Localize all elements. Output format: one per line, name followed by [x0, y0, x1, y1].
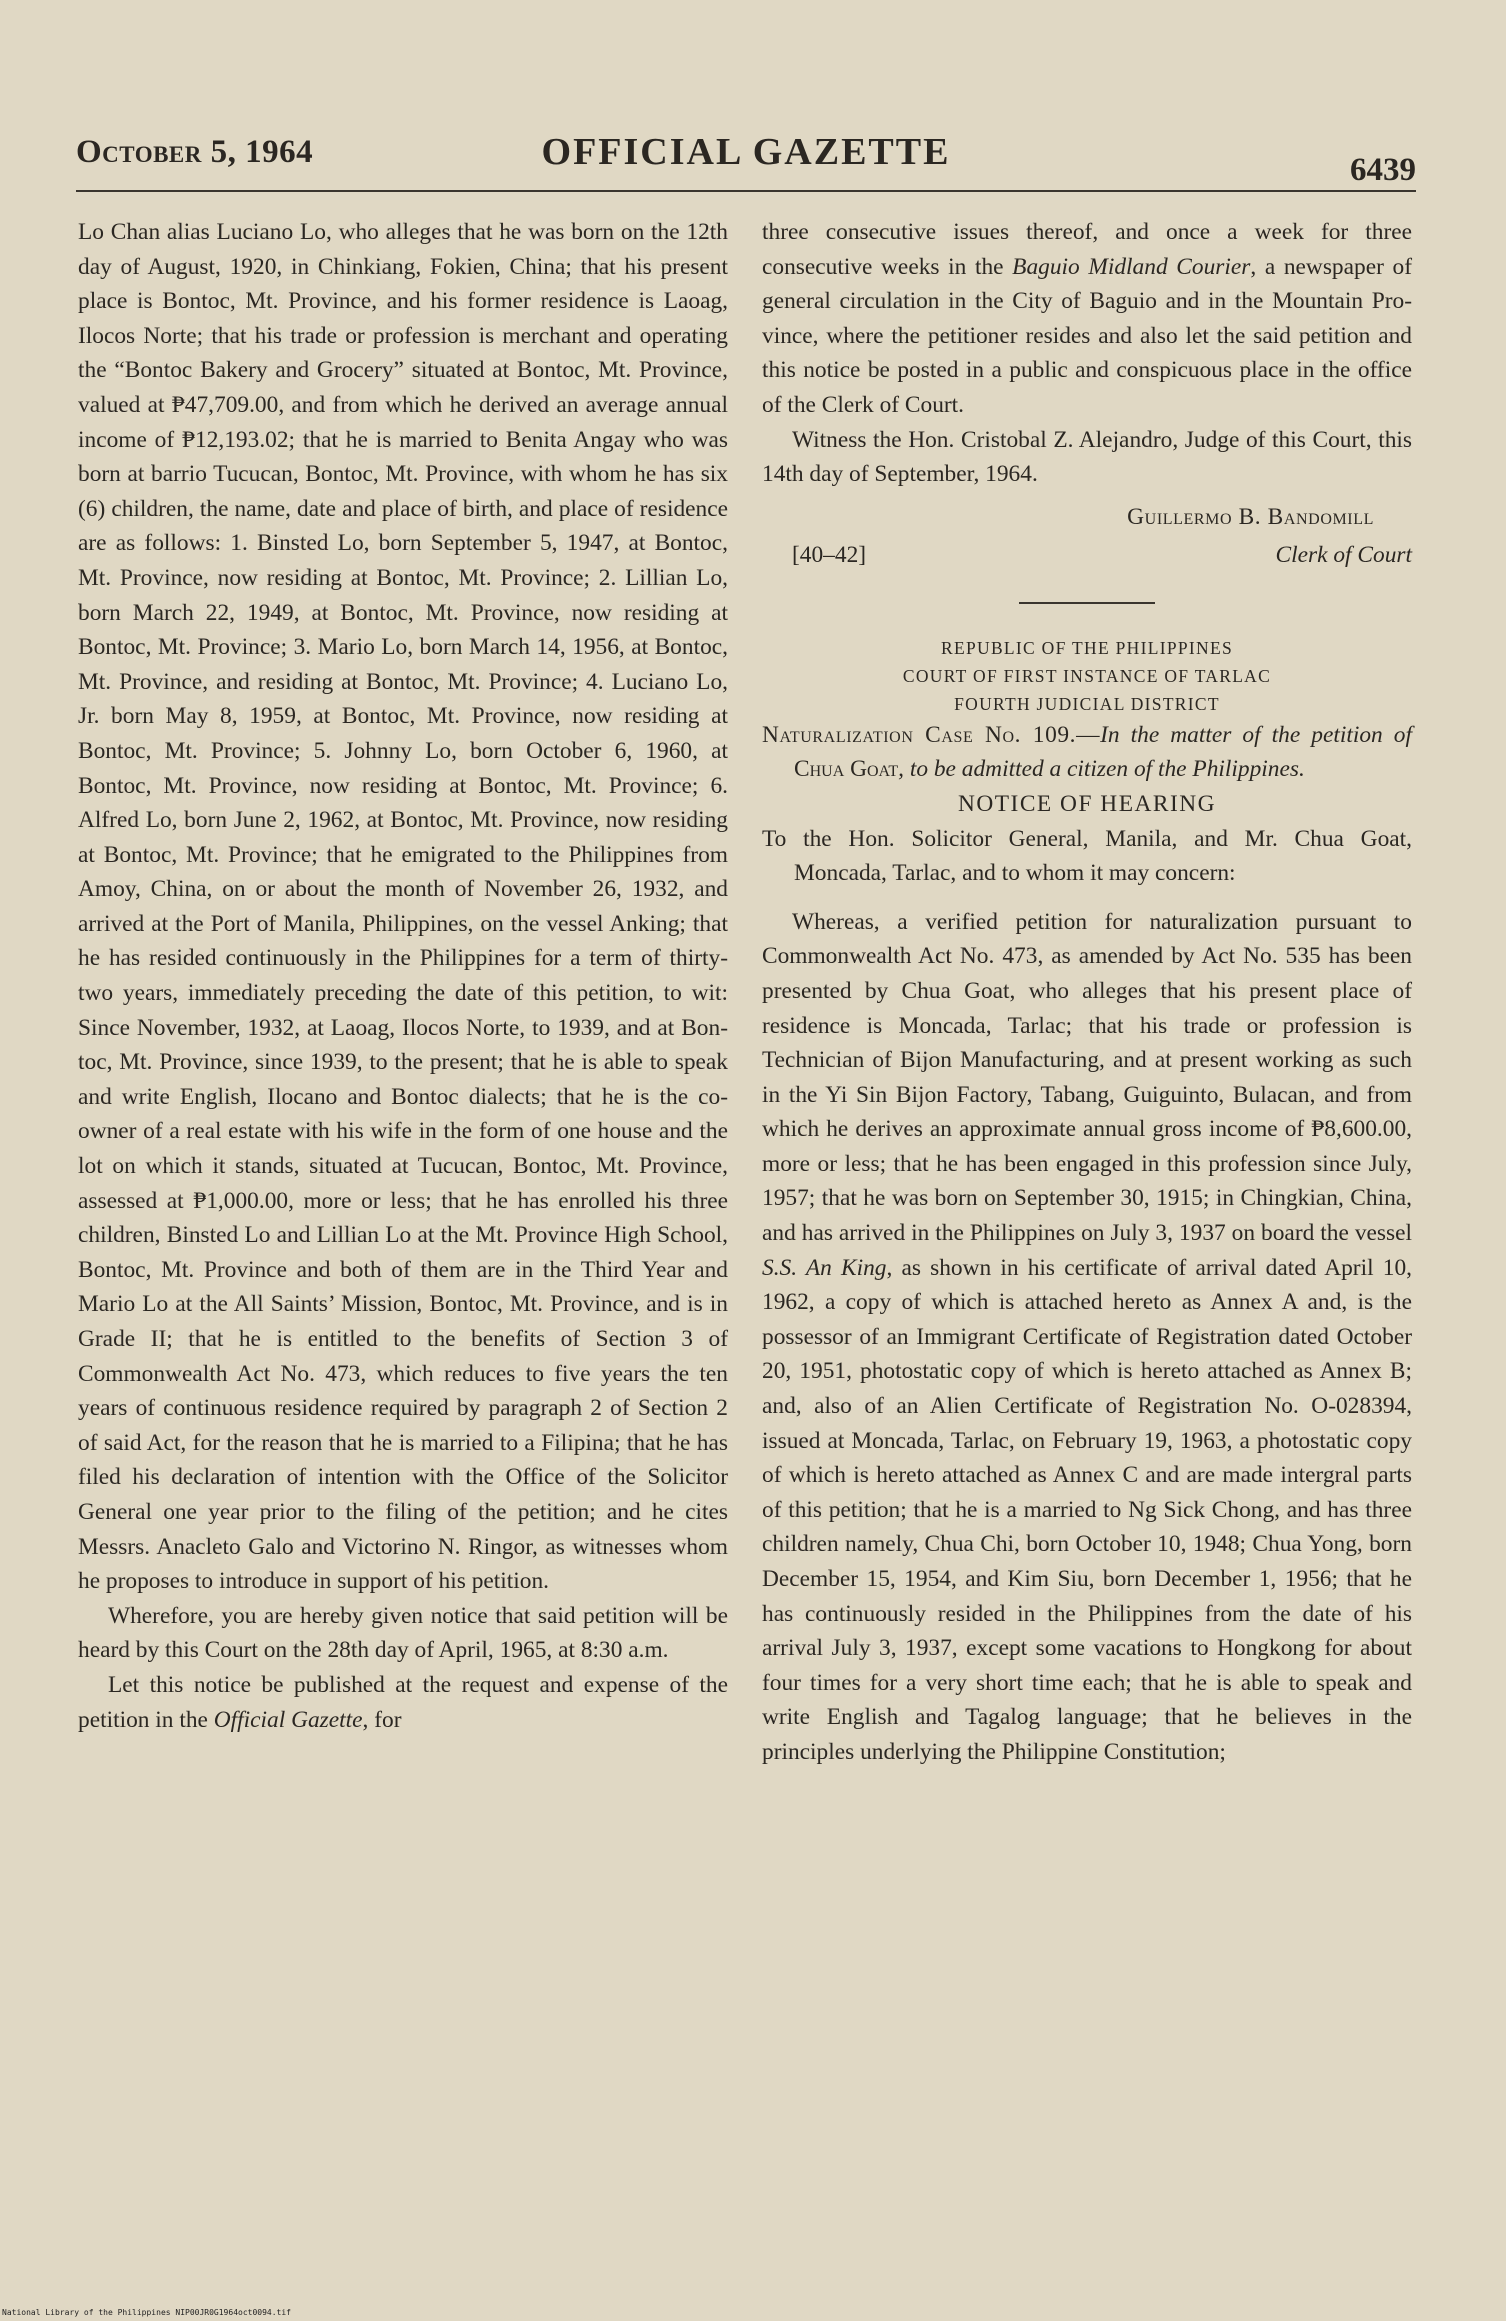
issue-code: [40–42] [792, 541, 867, 568]
case-caption [762, 718, 1412, 787]
wherefore-paragraph: Wherefore, you are hereby given notice that said petition will be heard by this Court on the 28th day of April, 1965, at 8:30 a.m. [78, 1602, 728, 1664]
newspaper-name: Baguio Midland Courier [1012, 253, 1251, 280]
court-heading [762, 634, 1412, 718]
whereas-text-a: Whereas, a verified petition for naturalization pursuant to Commonwealth Act No. 473, as amended by Act No. 535 has been presented by Chua Goat, who alleges that his present place of residence is Moncada, Tarlac; that his trade or profession is Technician of Bijon Manufacturing, and at present working as such in the Yi Sin Bijon Factory, Tabang, Guiguinto, Bulacan, and from which he derives an approximate annual gross income of ₱8,600.00, more or less; that he has been engaged in this profession since July, 1957; that he was born on September 30, 1915; in Chingkian, China, and has arrived in the Philippines on July 3, 1937 on board the vessel [762, 908, 1412, 1247]
notice-title: NOTICE OF HEARING [957, 790, 1217, 817]
publication-text-b: , for [362, 1706, 402, 1733]
gazette-name: Official Gazette [213, 1706, 363, 1733]
publication-continued-paragraph [762, 215, 1412, 423]
left-column [78, 215, 728, 1737]
publication-continued-a: three consecutive issues thereof, and once a week for three consecutive weeks in the [762, 219, 1412, 280]
scan-footer: National Library of the Philippines NIP00JR0G1964oct0094.tif [2, 2308, 291, 2317]
publication-text-a: Let this notice be published at the request and expense of the petition in the [78, 1671, 728, 1733]
court-heading-line: FOURTH JUDICIAL DISTRICT [954, 693, 1220, 714]
publication-continued-b: , a newspaper of general circulation in the City of Baguio and in the Mountain Province, where the petitioner resides and also let the said petition and this notice be posted in a public and conspicuous place in the office of the Clerk of Court. [762, 253, 1412, 418]
clerk-title: Clerk of Court [1275, 541, 1412, 568]
publication-paragraph [78, 1668, 728, 1737]
section-divider [1019, 602, 1155, 604]
case-matter-a: In the matter of the petition of [1100, 721, 1412, 748]
signature-block [762, 500, 1412, 574]
clerk-name: Guillermo B. Bandomill [1127, 503, 1374, 530]
court-heading-line: COURT OF FIRST INSTANCE OF TARLAC [902, 665, 1272, 686]
petition-body-paragraph: Lo Chan alias Luciano Lo, who alleges that he was born on the 12th day of August, 1920, in Chinkiang, Fokien, China; that his present place is Bontoc, Mt. Province, and his former residence is Laoag, Ilocos Norte; that his trade or profession is merchant and operating the “Bontoc Bakery and Grocery” situated at Bontoc, Mt. Province, valued at ₱47,709.00, and from which he derived an average annual income of ₱12,193.02; that he is married to Benita Angay who was born at barrio Tucucan, Bontoc, Mt. Province, with whom he has six (6) children, the name, date and place of birth, and place of residence are as follows: 1. Binsted Lo, born September 5, 1947, at Bontoc, Mt. Province, now residing at Bontoc, Mt. Province; 2. Lillian Lo, born March 22, 1949, at Bontoc, Mt. Province, now residing at Bontoc, Mt. Province; 3. Mario Lo, born March 14, 1956, at Bontoc, Mt. Province, and residing at Bontoc, Mt. Province; 4. Luciano Lo, Jr. born May 8, 1959, at Bontoc, Mt. Province, now residing at Bontoc, Mt. Province; 5. Johnny Lo, born October 6, 1960, at Bontoc, Mt. Province, now residing at Bontoc, Mt. Province; 6. Alfred Lo, born June 2, 1962, at Bontoc, Mt. Province, now residing at Bontoc, Mt. Province; that he emigrated to the Philippines from Amoy, China, on or about the month of November 26, 1932, and arrived at the Port of Manila, Philippines, on the vessel Anking; that he has resided continuously in the Philippines for a term of thirty-two years, immediately preceding the date of this petition, to wit: Since November, 1932, at Laoag, Ilocos Norte, to 1939, and at Bontoc, Mt. Province, since 1939, to the present; that he is able to speak and write English, Ilocano and Bontoc dialects; that he is the co-owner of a real estate with his wife in the form of one house and the lot on which it stands, situated at Tucucan, Bontoc, Mt. Province, assessed at ₱1,000.00, more or less; that he has enrolled his three children, Binsted Lo and Lillian Lo at the Mt. Province High School, Bontoc, Mt. Province and both of them are in the Third Year and Mario Lo at the All Saints’ Mission, Bontoc, Mt. Province, and is in Grade II; that he is entitled to the benefits of Section 3 of Commonwealth Act No. 473, which reduces to five years the ten years of continuous residence required by paragraph 2 of Section 2 of said Act, for the reason that he is married to a Filipina; that he has filed his declaration of intention with the Office of the Solicitor General one year prior to the filing of the petition; and he cites Messrs. Anacleto Galo and Victorino N. Ringor, as witnesses whom he proposes to introduce in support of his petition. [78, 219, 728, 1595]
petitioner-name: Chua Goat [794, 756, 899, 783]
header-rule [76, 190, 1416, 192]
court-heading-line: REPUBLIC OF THE PHILIPPINES [941, 637, 1233, 658]
vessel-name: S.S. An King [762, 1254, 887, 1281]
witness-paragraph: Witness the Hon. Cristobal Z. Alejandro, Judge of this Court, this 14th day of September, 1964. [762, 426, 1412, 488]
whereas-paragraph [762, 905, 1412, 1770]
publication-title: OFFICIAL GAZETTE [541, 131, 951, 173]
case-number: Naturalization Case No. 109.— [762, 721, 1101, 748]
page-number: 6439 [1350, 152, 1416, 188]
addressee: To the Hon. Solicitor General, Manila, and Mr. Chua Goat, Moncada, Tarlac, and to whom it may concern: [762, 825, 1412, 887]
page-header [76, 130, 1416, 190]
whereas-text-b: , as shown in his certificate of arrival dated April 10, 1962, a copy of which is attached hereto as Annex A and, is the possessor of an Immigrant Certificate of Registration dated October 20, 1951, photostatic copy of which is hereto attached as Annex B; and, also of an Alien Certificate of Registration No. O-028394, issued at Moncada, Tarlac, on February 19, 1963, a photostatic copy of which is hereto attached as Annex C and are made intergral parts of this petition; that he is a married to Ng Sick Chong, and has three children namely, Chua Chi, born October 10, 1948; Chua Yong, born December 15, 1954, and Kim Siu, born December 1, 1956; that he has continuously resided in the Philippines from the date of his arrival July 3, 1937, except some vacations to Hongkong for about four times for a very short time each; that he is able to speak and write English and Tagalog language; that he believes in the principles underlying the Philippine Constitution; [762, 1254, 1412, 1765]
right-column [762, 215, 1412, 1770]
issue-date: October 5, 1964 [76, 134, 314, 170]
case-matter-b: , to be admitted a citizen of the Philippines. [898, 756, 1305, 783]
